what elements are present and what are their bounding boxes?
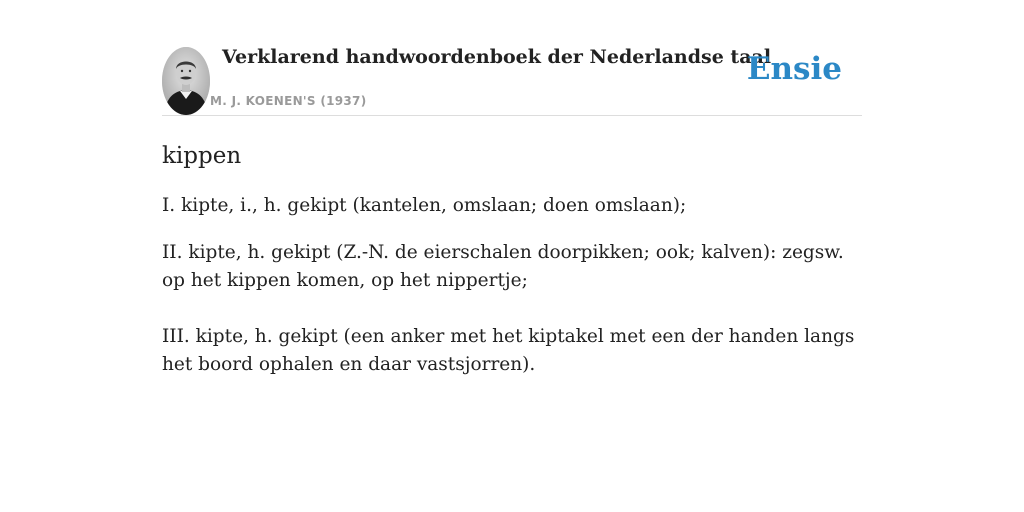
definition-1: I. kipte, i., h. gekipt (kantelen, omslaan; doen omslaan); [162,195,687,216]
author-portrait-image [162,47,210,115]
ensie-logo-link[interactable]: Ensie [746,51,842,87]
dictionary-header [162,0,862,116]
dictionary-entry [162,116,862,379]
entry-headword: kippen [162,143,242,169]
definition-2: II. kipte, h. gekipt (Z.-N. de eierschalen doorpikken; ook; kalven): zegsw. op het kippen komen, op het nippertje; [162,242,844,291]
definition-3: III. kipte, h. gekipt (een anker met het kiptakel met een der handen langs het boord ophalen en daar vastsjorren). [162,326,855,375]
page-container [162,0,862,379]
dictionary-title: Verklarend handwoordenboek der Nederlandse taal [222,46,772,68]
author-portrait [162,47,210,115]
dictionary-subtitle: M. J. KOENEN'S (1937) [210,94,367,108]
